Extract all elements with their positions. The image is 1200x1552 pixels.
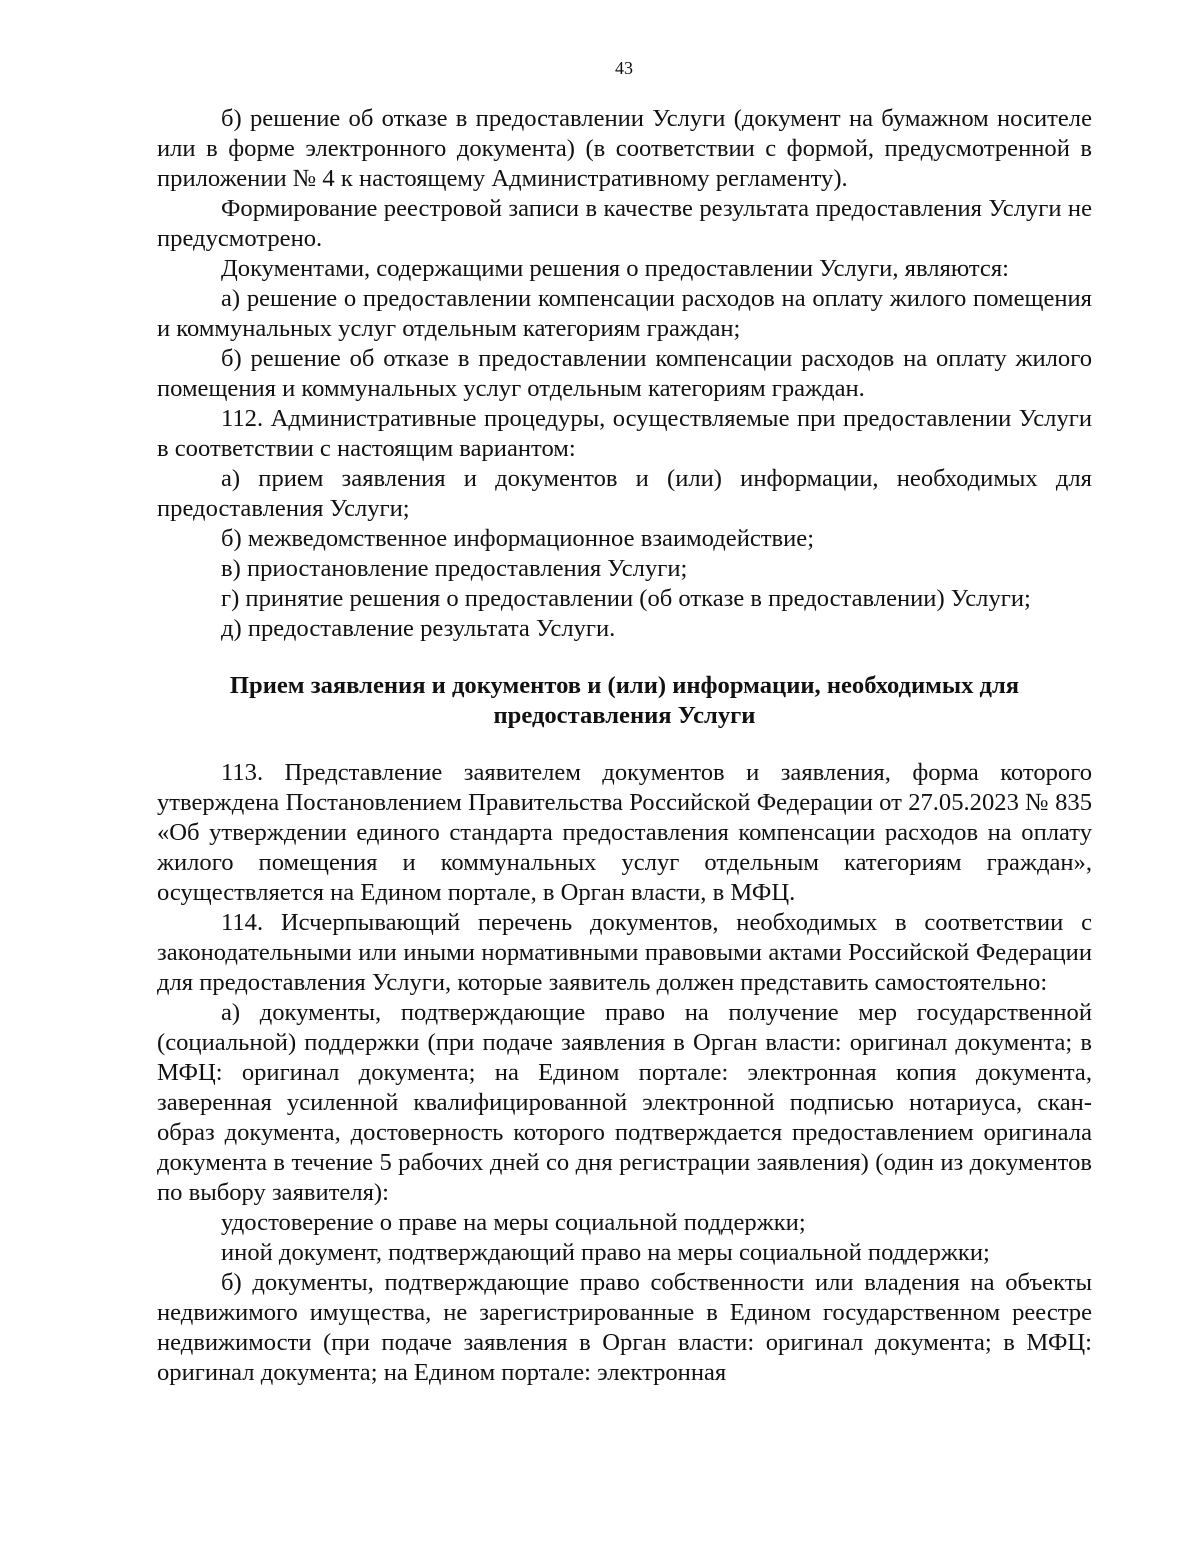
paragraph-114-a: а) документы, подтверждающие право на получение мер государственной (социальной) поддержки (при подаче заявления в Орган власти: оригинал документа; в МФЦ: оригинал документа; на Едином портале: электронная копия документа, заверенная усиленной квалифицированной электронной подписью нотариуса, скан-образ документа, достоверность которого подтверждается предоставлением оригинала документа в течение 5 рабочих дней со дня регистрации заявления) (один из документов по выбору заявителя): bbox=[157, 999, 1092, 1206]
document-body bbox=[157, 104, 1092, 1388]
paragraph-112: 112. Административные процедуры, осуществляемые при предоставлении Услуги в соответствии с настоящим вариантом: bbox=[157, 405, 1092, 462]
paragraph-decision-documents: Документами, содержащими решения о предоставлении Услуги, являются: bbox=[221, 255, 1009, 282]
paragraph-certificate: удостоверение о праве на меры социальной поддержки; bbox=[221, 1209, 806, 1236]
list-item-v: в) приостановление предоставления Услуги; bbox=[221, 555, 688, 582]
paragraph-114-b: б) документы, подтверждающие право собственности или владения на объекты недвижимого имущества, не зарегистрированные в Едином государственном реестре недвижимости (при подаче заявления в Орган власти: оригинал документа; в МФЦ: оригинал документа; на Едином портале: электронная bbox=[157, 1269, 1092, 1386]
section-heading bbox=[157, 671, 1092, 731]
paragraph-decision-grant: а) решение о предоставлении компенсации расходов на оплату жилого помещения и коммунальных услуг отдельным категориям граждан; bbox=[157, 285, 1092, 342]
list-item-d: д) предоставление результата Услуги. bbox=[221, 615, 616, 642]
list-item-a: а) прием заявления и документов и (или) информации, необходимых для предоставления Услуги; bbox=[157, 465, 1092, 522]
section-heading-line-1: Прием заявления и документов и (или) информации, необходимых для bbox=[229, 672, 1020, 699]
paragraph-114: 114. Исчерпывающий перечень документов, необходимых в соответствии с законодательными или иными нормативными правовыми актами Российской Федерации для предоставления Услуги, которые заявитель должен представить самостоятельно: bbox=[157, 909, 1092, 996]
paragraph-113: 113. Представление заявителем документов и заявления, форма которого утверждена Постановлением Правительства Российской Федерации от 27.05.2023 № 835 «Об утверждении единого стандарта предоставления компенсации расходов на оплату жилого помещения и коммунальных услуг отдельным категориям граждан», осуществляется на Едином портале, в Орган власти, в МФЦ. bbox=[157, 759, 1092, 906]
paragraph-result-refusal: б) решение об отказе в предоставлении Услуги (документ на бумажном носителе или в форме электронного документа) (в соответствии с формой, предусмотренной в приложении № 4 к настоящему Административному регламенту). bbox=[157, 105, 1092, 192]
page-number: 43 bbox=[615, 58, 633, 78]
list-item-b: б) межведомственное информационное взаимодействие; bbox=[221, 525, 815, 552]
paragraph-decision-refusal: б) решение об отказе в предоставлении компенсации расходов на оплату жилого помещения и коммунальных услуг отдельным категориям граждан. bbox=[157, 345, 1092, 402]
paragraph-other-document: иной документ, подтверждающий право на меры социальной поддержки; bbox=[221, 1239, 990, 1266]
section-heading-line-2: предоставления Услуги bbox=[493, 702, 756, 729]
paragraph-registry-record: Формирование реестровой записи в качестве результата предоставления Услуги не предусмотрено. bbox=[157, 195, 1092, 252]
list-item-g: г) принятие решения о предоставлении (об отказе в предоставлении) Услуги; bbox=[221, 585, 1031, 612]
